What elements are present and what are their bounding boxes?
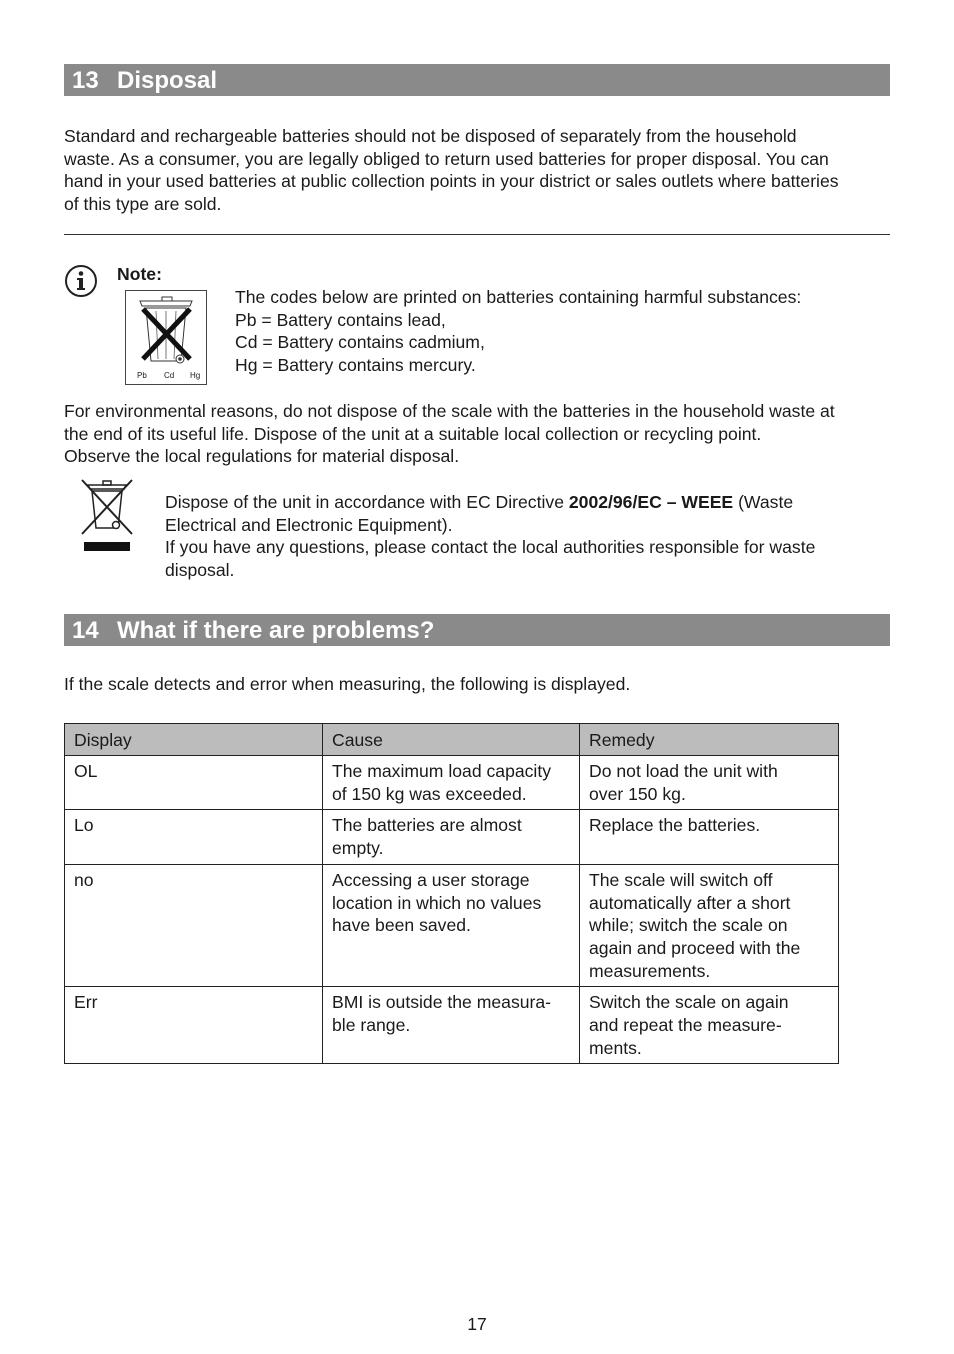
cell-line: Accessing a user storage: [332, 869, 530, 890]
divider: [64, 234, 890, 235]
table-row: [65, 987, 839, 1064]
section-number: 13: [72, 67, 99, 94]
display-cell: [65, 864, 323, 987]
display-cell: [65, 756, 323, 810]
cell-line: The batteries are almost: [332, 815, 522, 836]
paragraph-line: Observe the local regulations for material disposal.: [64, 446, 460, 467]
column-header: Display: [65, 724, 323, 756]
display-cell: [65, 810, 323, 864]
cell-line: have been saved.: [332, 915, 471, 936]
column-header: Cause: [323, 724, 580, 756]
note-line: Hg = Battery contains mercury.: [235, 355, 476, 376]
battery-code: Hg: [190, 371, 201, 380]
section-14-header: [64, 614, 890, 646]
info-icon: [64, 264, 98, 298]
section-title: Disposal: [117, 67, 218, 94]
note-line: Cd = Battery contains cadmium,: [235, 332, 485, 353]
cell-line: BMI is outside the measura-: [332, 992, 552, 1013]
battery-code: Pb: [137, 371, 147, 380]
battery-disposal-paragraph: [64, 125, 839, 216]
weee-bin-icon: [78, 478, 136, 554]
table-row: [65, 810, 839, 864]
table-row: [65, 864, 839, 987]
cell-line: Do not load the unit with: [589, 761, 778, 781]
display-cell: [65, 987, 323, 1064]
cause-cell: [323, 864, 580, 987]
section-number: 14: [72, 617, 99, 644]
environment-paragraph: [64, 400, 835, 468]
page-number: 17: [467, 1314, 487, 1334]
cause-cell: [323, 987, 580, 1064]
section-title: What if there are problems?: [117, 617, 435, 644]
weee-line: disposal.: [165, 560, 235, 581]
cell-line: again and proceed with the: [589, 937, 801, 958]
cell-line: OL: [74, 761, 98, 781]
remedy-cell: [580, 756, 839, 810]
remedy-cell: [580, 864, 839, 987]
cell-line: Replace the batteries.: [589, 815, 761, 836]
weee-line: Electrical and Electronic Equipment).: [165, 514, 453, 535]
column-header: Remedy: [580, 724, 839, 756]
cell-line: ments.: [589, 1037, 642, 1058]
remedy-cell: [580, 810, 839, 864]
paragraph-line: of this type are sold.: [64, 194, 222, 215]
section-13-header: [64, 64, 890, 96]
cell-line: Lo: [74, 815, 94, 836]
paragraph-line: waste. As a consumer, you are legally obliged to return used batteries for proper disposal. You can: [64, 148, 829, 169]
weee-line: If you have any questions, please contact the local authorities responsible for waste: [165, 537, 816, 558]
paragraph-line: For environmental reasons, do not dispose of the scale with the batteries in the household waste at: [64, 401, 835, 421]
weee-line: [165, 491, 815, 514]
paragraph-line: If the scale detects and error when measuring, the following is displayed.: [64, 674, 631, 694]
error-table: [64, 723, 839, 1064]
cell-line: over 150 kg.: [589, 783, 686, 804]
cause-cell: [323, 810, 580, 864]
cell-line: location in which no values: [332, 892, 542, 913]
cell-line: of 150 kg was exceeded.: [332, 783, 527, 804]
table-header-row: [65, 724, 839, 756]
cell-line: while; switch the scale on: [589, 915, 788, 936]
cell-line: empty.: [332, 838, 384, 859]
directive-number: 2002/96/EC – WEEE: [568, 492, 734, 512]
note-line: The codes below are printed on batteries containing harmful substances:: [235, 287, 802, 307]
weee-line-text: (Waste: [733, 492, 794, 512]
cell-line: ble range.: [332, 1015, 411, 1036]
cell-line: The scale will switch off: [589, 869, 773, 890]
cause-cell: [323, 756, 580, 810]
note-line: Pb = Battery contains lead,: [235, 309, 446, 330]
cell-line: no: [74, 869, 94, 890]
cell-line: and repeat the measure-: [589, 1015, 782, 1036]
paragraph-line: Standard and rechargeable batteries should not be disposed of separately from the household: [64, 126, 797, 146]
paragraph-line: hand in your used batteries at public collection points in your district or sales outlets where batteries: [64, 171, 839, 192]
paragraph-line: the end of its useful life. Dispose of the unit at a suitable local collection or recycling point.: [64, 423, 762, 444]
cell-line: Err: [74, 992, 98, 1013]
battery-code: Cd: [164, 371, 175, 380]
table-row: [65, 756, 839, 810]
cell-line: Switch the scale on again: [589, 992, 789, 1013]
weee-text: [165, 491, 815, 582]
cell-line: automatically after a short: [589, 892, 791, 913]
note-label: Note:: [117, 264, 162, 284]
weee-line-text: Dispose of the unit in accordance with EC Directive: [165, 492, 569, 512]
note-text: [235, 286, 801, 377]
cell-line: measurements.: [589, 960, 711, 981]
crossed-out-bin-icon: [125, 290, 207, 385]
problems-intro: [64, 673, 630, 696]
cell-line: The maximum load capacity: [332, 761, 552, 781]
remedy-cell: [580, 987, 839, 1064]
